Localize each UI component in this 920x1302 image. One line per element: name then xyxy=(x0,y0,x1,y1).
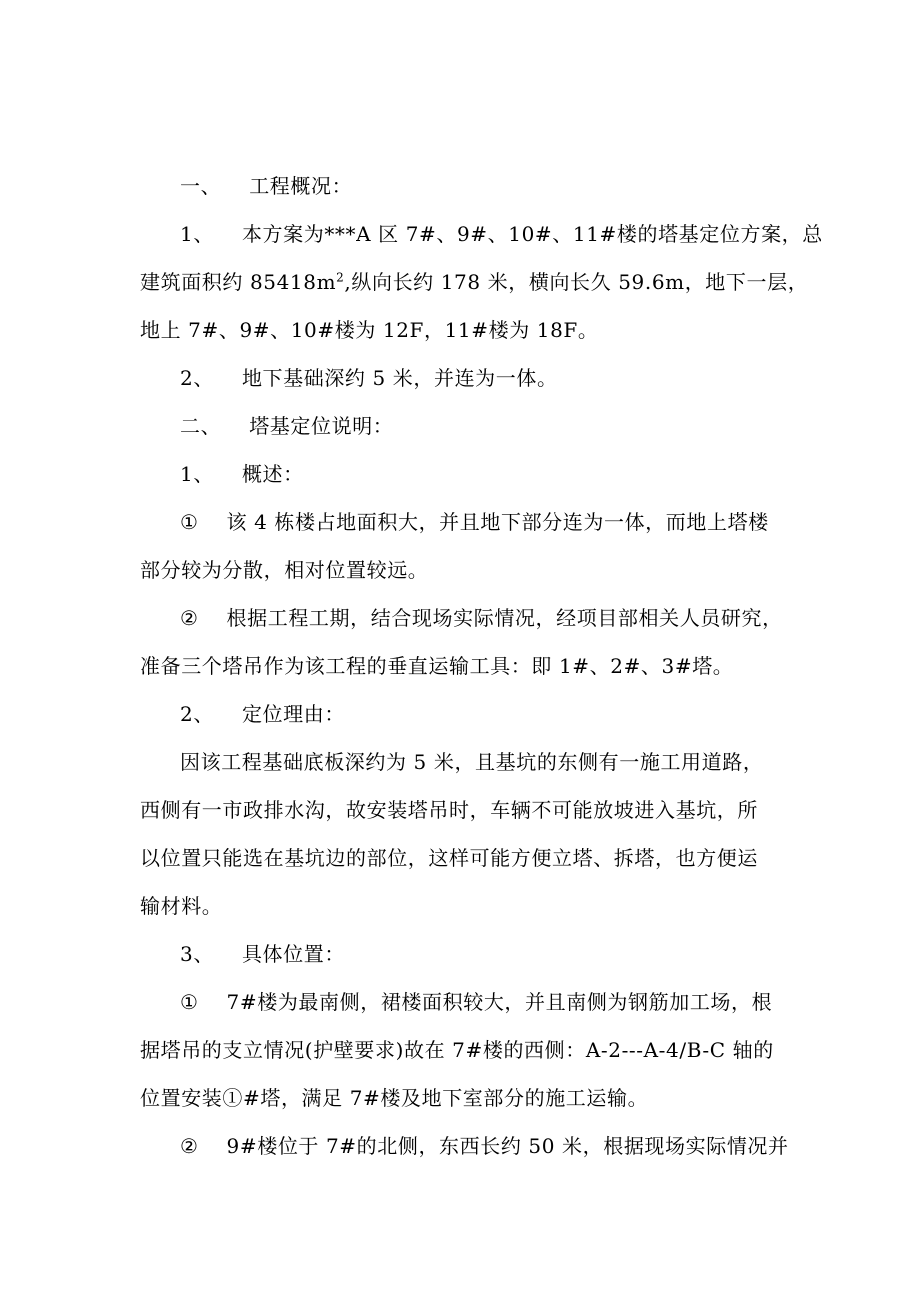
paragraph-text: 该 4 栋楼占地面积大，并且地下部分连为一体，而地上塔楼 xyxy=(226,510,769,534)
paragraph-text: 西侧有一市政排水沟，故安装塔吊时，车辆不可能放坡进入基坑，所 xyxy=(140,798,758,822)
paragraph-text: 部分较为分散，相对位置较远。 xyxy=(140,558,429,582)
paragraph-line xyxy=(180,508,769,536)
paragraph-line xyxy=(140,892,222,920)
item-marker: 1、 xyxy=(180,462,214,486)
item-marker: 1、 xyxy=(180,222,214,246)
paragraph-line xyxy=(140,1036,774,1064)
section-marker: 一、 xyxy=(180,174,222,198)
paragraph-line xyxy=(180,988,772,1016)
circled-marker: ① xyxy=(180,510,199,534)
paragraph-line xyxy=(140,1084,648,1112)
paragraph-line xyxy=(180,1132,789,1160)
paragraph-text: 以位置只能选在基坑边的部位，这样可能方便立塔、拆塔，也方便运 xyxy=(140,846,758,870)
paragraph-text: 据塔吊的支立情况(护壁要求)故在 7#楼的西侧：A-2---A-4/B-C 轴的 xyxy=(140,1038,774,1062)
paragraph-line xyxy=(180,220,823,248)
circled-marker: ② xyxy=(180,1134,199,1158)
circled-marker: ② xyxy=(180,606,199,630)
paragraph-text: ,纵向长约 178 米，横向长久 59.6m，地下一层， xyxy=(344,270,809,294)
subsection-title: 具体位置： xyxy=(241,942,345,966)
paragraph-text: 准备三个塔吊作为该工程的垂直运输工具：即 1#、2#、3#塔。 xyxy=(140,654,734,678)
subsection-heading xyxy=(180,460,304,488)
section-marker: 二、 xyxy=(180,414,222,438)
paragraph-line xyxy=(180,364,558,392)
section-heading-2 xyxy=(180,412,393,440)
paragraph-text: 输材料。 xyxy=(140,894,223,918)
item-marker: 3、 xyxy=(180,942,214,966)
section-title: 塔基定位说明： xyxy=(249,414,394,438)
circled-marker: ① xyxy=(180,990,199,1014)
paragraph-text: 本方案为***A 区 7#、9#、10#、11#楼的塔基定位方案，总 xyxy=(241,222,823,246)
paragraph-line xyxy=(140,652,733,680)
paragraph-text: 7#楼为最南侧，裙楼面积较大，并且南侧为钢筋加工场，根 xyxy=(226,990,773,1014)
paragraph-text: 建筑面积约 85418m xyxy=(140,270,337,294)
paragraph-text: 地上 7#、9#、10#楼为 12F，11#楼为 18F。 xyxy=(140,318,599,342)
paragraph-line xyxy=(180,748,763,776)
subsection-heading xyxy=(180,700,345,728)
paragraph-line xyxy=(140,316,599,344)
subsection-title: 概述： xyxy=(241,462,304,486)
paragraph-line xyxy=(140,844,758,872)
paragraph-text: 9#楼位于 7#的北侧，东西长约 50 米，根据现场实际情况并 xyxy=(226,1134,789,1158)
paragraph-line xyxy=(140,268,808,296)
section-heading-1 xyxy=(180,172,352,200)
paragraph-text: 位置安装①#塔，满足 7#楼及地下室部分的施工运输。 xyxy=(140,1086,649,1110)
paragraph-text: 地下基础深约 5 米，并连为一体。 xyxy=(241,366,558,390)
paragraph-line xyxy=(140,796,758,824)
superscript: 2 xyxy=(336,270,345,285)
section-title: 工程概况： xyxy=(249,174,353,198)
paragraph-line xyxy=(140,556,428,584)
item-marker: 2、 xyxy=(180,702,214,726)
item-marker: 2、 xyxy=(180,366,214,390)
paragraph-text: 根据工程工期，结合现场实际情况，经项目部相关人员研究， xyxy=(226,606,783,630)
subsection-heading xyxy=(180,940,345,968)
paragraph-line xyxy=(180,604,783,632)
subsection-title: 定位理由： xyxy=(241,702,345,726)
paragraph-text: 因该工程基础底板深约为 5 米，且基坑的东侧有一施工用道路， xyxy=(180,750,764,774)
